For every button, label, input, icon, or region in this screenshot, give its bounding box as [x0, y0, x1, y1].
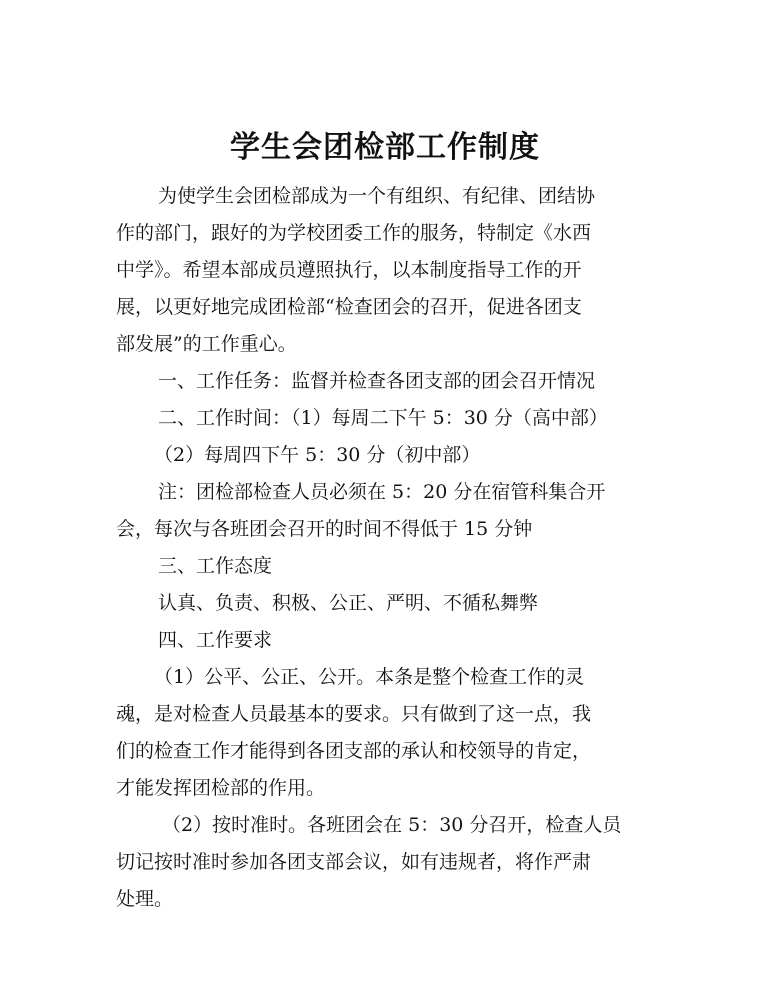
section-line-task: 一、工作任务：监督并检查各团支部的团会召开情况 [158, 370, 596, 392]
document-body [116, 178, 646, 918]
note-line: 会，每次与各班团会召开的时间不得低于 15 分钟 [116, 518, 533, 540]
document-title: 学生会团检部工作制度 [230, 130, 540, 165]
paragraph-line: 作的部门，跟好的为学校团委工作的服务，特制定《水西 [116, 222, 592, 244]
paragraph-line: 切记按时准时参加各团支部会议，如有违规者，将作严肃 [116, 851, 592, 873]
paragraph-line: 认真、负责、积极、公正、严明、不循私舞弊 [158, 592, 539, 614]
note-line: 注：团检部检查人员必须在 5：20 分在宿管科集合开 [158, 481, 606, 503]
section-line-requirements: 四、工作要求 [158, 629, 273, 651]
paragraph-line: 处理。 [116, 888, 174, 910]
paragraph-line: 魂，是对检查人员最基本的要求。只有做到了这一点，我 [116, 703, 592, 725]
paragraph-line: 才能发挥团检部的作用。 [116, 777, 326, 799]
paragraph-line: 展，以更好地完成团检部“检查团会的召开，促进各团支 [116, 296, 582, 318]
paragraph-line: 们的检查工作才能得到各团支部的承认和校领导的肯定， [116, 740, 592, 762]
paragraph-line: 中学》。希望本部成员遵照执行，以本制度指导工作的开 [116, 259, 582, 281]
section-line-attitude: 三、工作态度 [158, 555, 273, 577]
paragraph-line: 部发展”的工作重心。 [116, 333, 297, 355]
paragraph-line: （1）公平、公正、公开。本条是整个检查工作的灵 [154, 666, 585, 688]
paragraph-line: （2）每周四下午 5：30 分（初中部） [154, 444, 481, 466]
paragraph-line: （2）按时准时。各班团会在 5：30 分召开，检查人员 [162, 814, 622, 836]
section-line-time: 二、工作时间：（1）每周二下午 5：30 分（高中部） [158, 407, 608, 429]
paragraph-line: 为使学生会团检部成为一个有组织、有纪律、团结协 [158, 185, 596, 207]
